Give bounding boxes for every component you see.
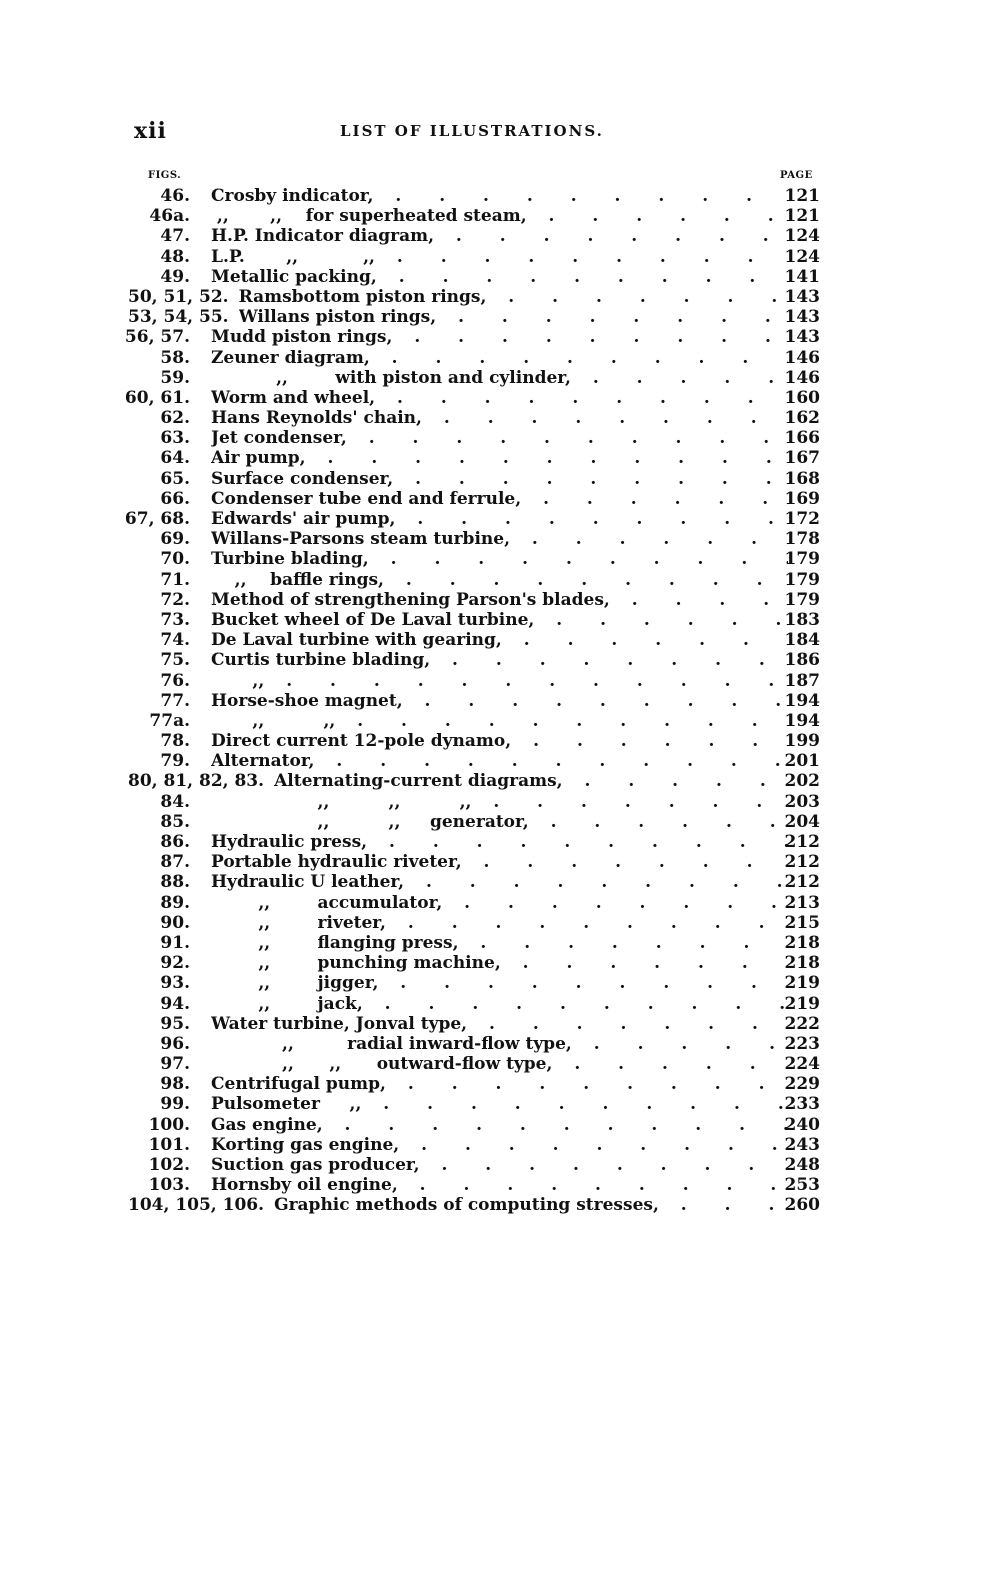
figure-number: 102. — [148, 1155, 190, 1175]
illustration-title: ,, jigger, . . . — [211, 973, 788, 993]
figure-number: 94. — [160, 993, 190, 1014]
page-reference: 223 — [784, 1033, 820, 1054]
page-reference: 178 — [784, 529, 820, 550]
list-item — [0, 388, 1000, 408]
list-item — [0, 549, 1000, 569]
illustration-title: Graphic methods of computing stresses, . . . — [274, 1195, 788, 1215]
illustration-title: Horse-shoe magnet, . . . — [211, 691, 788, 711]
page-reference: 201 — [784, 751, 820, 772]
page-reference: 224 — [784, 1054, 820, 1075]
illustration-title: Water turbine, Jonval type, . . . — [211, 1014, 788, 1034]
illustration-title: Suction gas producer, . . . — [211, 1155, 788, 1175]
page-reference: 146 — [784, 347, 820, 368]
list-item — [0, 489, 1000, 509]
illustration-title: Crosby indicator, . . . — [211, 186, 788, 206]
list-item — [0, 630, 1000, 650]
figure-number: 93. — [160, 973, 190, 994]
figure-number: 104, 105, 106. — [128, 1195, 265, 1216]
list-item — [0, 206, 1000, 226]
page-reference: 222 — [784, 1013, 820, 1034]
list-item — [0, 711, 1000, 731]
figure-number: 79. — [160, 751, 190, 772]
illustration-title: Hydraulic press, . . . — [211, 832, 788, 852]
page-reference: 248 — [784, 1155, 820, 1175]
page-number: xii — [134, 118, 167, 144]
page-reference: 199 — [784, 731, 820, 752]
page-reference: 121 — [784, 206, 820, 227]
illustration-title: ,, ,, outward-flow type, . . . — [211, 1054, 788, 1074]
illustration-title: Willans piston rings, . . . — [239, 307, 788, 327]
figure-number: 46. — [160, 186, 190, 206]
illustration-title: ,, with piston and cylinder, . . . — [211, 368, 788, 388]
illustration-title: ,, ,, ,, . . . — [211, 792, 788, 812]
illustration-title: Alternator, . . . — [211, 751, 788, 771]
list-item — [0, 671, 1000, 691]
page-reference: 186 — [784, 650, 820, 671]
page-reference: 166 — [784, 428, 820, 449]
figure-number: 74. — [160, 630, 190, 651]
list-item — [0, 307, 1000, 327]
list-item — [0, 953, 1000, 973]
page-reference: 168 — [784, 468, 820, 489]
list-item — [0, 368, 1000, 388]
illustration-title: ,, . . . — [211, 671, 788, 691]
illustration-title: Edwards' air pump, . . . — [211, 509, 788, 529]
illustration-title: Korting gas engine, . . . — [211, 1135, 788, 1155]
illustration-title: Ramsbottom piston rings, . . . — [239, 287, 788, 307]
list-item — [0, 771, 1000, 791]
page-reference: 141 — [784, 266, 820, 287]
figure-number: 92. — [160, 953, 190, 974]
figure-number: 80, 81, 82, 83. — [128, 771, 265, 792]
list-item — [0, 650, 1000, 670]
page-reference: 183 — [784, 609, 820, 630]
page-reference: 146 — [784, 367, 820, 388]
page-reference: 260 — [784, 1195, 820, 1216]
page-reference: 202 — [784, 771, 820, 792]
list-item — [0, 448, 1000, 468]
illustration-title: Worm and wheel, . . . — [211, 388, 788, 408]
illustration-title: Alternating-current diagrams, . . . — [274, 771, 788, 791]
page-reference: 194 — [784, 690, 820, 711]
list-item — [0, 469, 1000, 489]
illustration-title: ,, riveter, . . . — [211, 913, 788, 933]
illustration-title: ,, ,, . . . — [211, 711, 788, 731]
page-reference: 215 — [784, 912, 820, 933]
figure-number: 96. — [160, 1033, 190, 1054]
figure-number: 99. — [160, 1094, 190, 1115]
list-item — [0, 792, 1000, 812]
page-reference: 229 — [784, 1074, 820, 1095]
figure-number: 103. — [148, 1175, 190, 1196]
list-item — [0, 1175, 1000, 1195]
illustration-title: Gas engine, . . . — [211, 1115, 788, 1135]
page-reference: 212 — [784, 872, 820, 893]
page-reference: 203 — [784, 791, 820, 812]
list-item — [0, 1195, 1000, 1215]
list-item — [0, 1074, 1000, 1094]
illustration-title: Turbine blading, . . . — [211, 549, 788, 569]
page-reference: 218 — [784, 953, 820, 974]
page-reference: 162 — [784, 408, 820, 429]
page-reference: 219 — [784, 993, 820, 1014]
list-item — [0, 1014, 1000, 1034]
list-item — [0, 872, 1000, 892]
figure-number: 88. — [160, 872, 190, 893]
figure-number: 98. — [160, 1074, 190, 1095]
figure-number: 70. — [160, 549, 190, 570]
figure-number: 95. — [160, 1013, 190, 1034]
page-reference: 240 — [784, 1114, 820, 1135]
list-item — [0, 1115, 1000, 1135]
list-item — [0, 691, 1000, 711]
figure-number: 69. — [160, 529, 190, 550]
illustration-title: Jet condenser, . . . — [211, 428, 788, 448]
figure-number: 72. — [160, 589, 190, 610]
figure-number: 53, 54, 55. — [128, 307, 229, 328]
figure-number: 77a. — [149, 710, 190, 731]
page-reference: 204 — [784, 811, 820, 832]
page-reference: 179 — [784, 549, 820, 570]
page-reference: 219 — [784, 973, 820, 994]
list-item — [0, 1094, 1000, 1114]
figure-number: 78. — [160, 731, 190, 752]
page-reference: 172 — [784, 509, 820, 529]
figs-column-heading: FIGS. — [148, 170, 182, 181]
illustration-title: Air pump, . . . — [211, 448, 788, 468]
list-item — [0, 731, 1000, 751]
figure-number: 56, 57. — [124, 327, 190, 348]
figure-number: 65. — [160, 468, 190, 489]
figure-number: 50, 51, 52. — [128, 286, 229, 307]
illustration-title: Condenser tube end and ferrule, . . . — [211, 489, 788, 509]
figure-number: 77. — [160, 690, 190, 711]
page-reference: 253 — [784, 1175, 820, 1196]
illustration-title: Direct current 12-pole dynamo, . . . — [211, 731, 788, 751]
page-reference: 243 — [784, 1134, 820, 1155]
page-reference: 124 — [784, 246, 820, 267]
page-reference: 194 — [784, 710, 820, 731]
figure-number: 85. — [160, 811, 190, 832]
list-item — [0, 933, 1000, 953]
illustration-title: Mudd piston rings, . . . — [211, 327, 788, 347]
illustration-title: De Laval turbine with gearing, . . . — [211, 630, 788, 650]
list-item — [0, 973, 1000, 993]
page-reference: 184 — [784, 630, 820, 651]
figure-number: 48. — [160, 246, 190, 267]
list-item — [0, 1034, 1000, 1054]
figure-number: 97. — [160, 1054, 190, 1075]
illustrations-list — [0, 186, 1000, 1216]
figure-number: 71. — [160, 569, 190, 590]
page-reference: 143 — [784, 307, 820, 328]
figure-number: 73. — [160, 609, 190, 630]
list-item — [0, 610, 1000, 630]
running-head: LIST OF ILLUSTRATIONS. — [340, 122, 604, 140]
illustration-title: Portable hydraulic riveter, . . . — [211, 852, 788, 872]
figure-number: 66. — [160, 488, 190, 509]
page-reference: 121 — [784, 186, 820, 206]
illustration-title: H.P. Indicator diagram, . . . — [211, 226, 788, 246]
list-item — [0, 852, 1000, 872]
illustration-title: Pulsometer ,, . . . — [211, 1094, 788, 1114]
figure-number: 84. — [160, 791, 190, 812]
page-reference: 143 — [784, 286, 820, 307]
figure-number: 100. — [148, 1114, 190, 1135]
illustration-title: Zeuner diagram, . . . — [211, 348, 788, 368]
figure-number: 49. — [160, 266, 190, 287]
page-reference: 233 — [784, 1094, 820, 1115]
page-reference: 169 — [784, 488, 820, 509]
illustration-title: ,, ,, for superheated steam, . . . — [211, 206, 788, 226]
illustration-title: Willans-Parsons steam turbine, . . . — [211, 529, 788, 549]
page-reference: 179 — [784, 589, 820, 610]
list-item — [0, 287, 1000, 307]
page-reference: 124 — [784, 226, 820, 247]
list-item — [0, 832, 1000, 852]
page-reference: 167 — [784, 448, 820, 469]
figure-number: 63. — [160, 428, 190, 449]
list-item — [0, 893, 1000, 913]
illustration-title: Centrifugal pump, . . . — [211, 1074, 788, 1094]
figure-number: 58. — [160, 347, 190, 368]
page-reference: 160 — [784, 387, 820, 408]
figure-number: 87. — [160, 852, 190, 873]
page-reference: 213 — [784, 892, 820, 913]
illustration-title: L.P. ,, ,, . . . — [211, 247, 788, 267]
list-item — [0, 1054, 1000, 1074]
figure-number: 46a. — [149, 206, 190, 227]
illustration-title: ,, baffle rings, . . . — [211, 570, 788, 590]
list-item — [0, 812, 1000, 832]
illustration-title: Metallic packing, . . . — [211, 267, 788, 287]
figure-number: 60, 61. — [124, 387, 190, 408]
page-reference: 143 — [784, 327, 820, 348]
illustration-title: ,, radial inward-flow type, . . . — [211, 1034, 788, 1054]
figure-number: 76. — [160, 670, 190, 691]
list-item — [0, 509, 1000, 529]
list-item — [0, 226, 1000, 246]
figure-number: 86. — [160, 832, 190, 852]
figure-number: 101. — [148, 1134, 190, 1155]
list-item — [0, 348, 1000, 368]
figure-number: 89. — [160, 892, 190, 913]
list-item — [0, 994, 1000, 1014]
illustration-title: ,, punching machine, . . . — [211, 953, 788, 973]
illustration-title: Curtis turbine blading, . . . — [211, 650, 788, 670]
illustration-title: ,, flanging press, . . . — [211, 933, 788, 953]
page-reference: 212 — [784, 832, 820, 852]
figure-number: 64. — [160, 448, 190, 469]
illustration-title: Hornsby oil engine, . . . — [211, 1175, 788, 1195]
list-item — [0, 751, 1000, 771]
page-reference: 212 — [784, 852, 820, 873]
list-item — [0, 529, 1000, 549]
illustration-title: ,, accumulator, . . . — [211, 893, 788, 913]
page-column-heading: PAGE — [780, 170, 813, 181]
figure-number: 75. — [160, 650, 190, 671]
page-reference: 218 — [784, 932, 820, 953]
illustration-title: Hans Reynolds' chain, . . . — [211, 408, 788, 428]
list-item — [0, 247, 1000, 267]
list-item — [0, 186, 1000, 206]
page-reference: 179 — [784, 569, 820, 590]
figure-number: 47. — [160, 226, 190, 247]
figure-number: 59. — [160, 367, 190, 388]
page-reference: 187 — [784, 670, 820, 691]
list-item — [0, 1155, 1000, 1175]
illustration-title: Surface condenser, . . . — [211, 469, 788, 489]
list-item — [0, 913, 1000, 933]
list-item — [0, 408, 1000, 428]
figure-number: 67, 68. — [124, 509, 190, 529]
list-item — [0, 570, 1000, 590]
figure-number: 62. — [160, 408, 190, 429]
figure-number: 91. — [160, 932, 190, 953]
figure-number: 90. — [160, 912, 190, 933]
illustration-title: Method of strengthening Parson's blades, . . . — [211, 590, 788, 610]
list-item — [0, 590, 1000, 610]
list-item — [0, 327, 1000, 347]
illustration-title: Hydraulic U leather, . . . — [211, 872, 788, 892]
illustration-title: ,, ,, generator, . . . — [211, 812, 788, 832]
list-item — [0, 428, 1000, 448]
illustration-title: ,, jack, . . . — [211, 994, 788, 1014]
list-item — [0, 267, 1000, 287]
illustration-title: Bucket wheel of De Laval turbine, . . . — [211, 610, 788, 630]
list-item — [0, 1135, 1000, 1155]
